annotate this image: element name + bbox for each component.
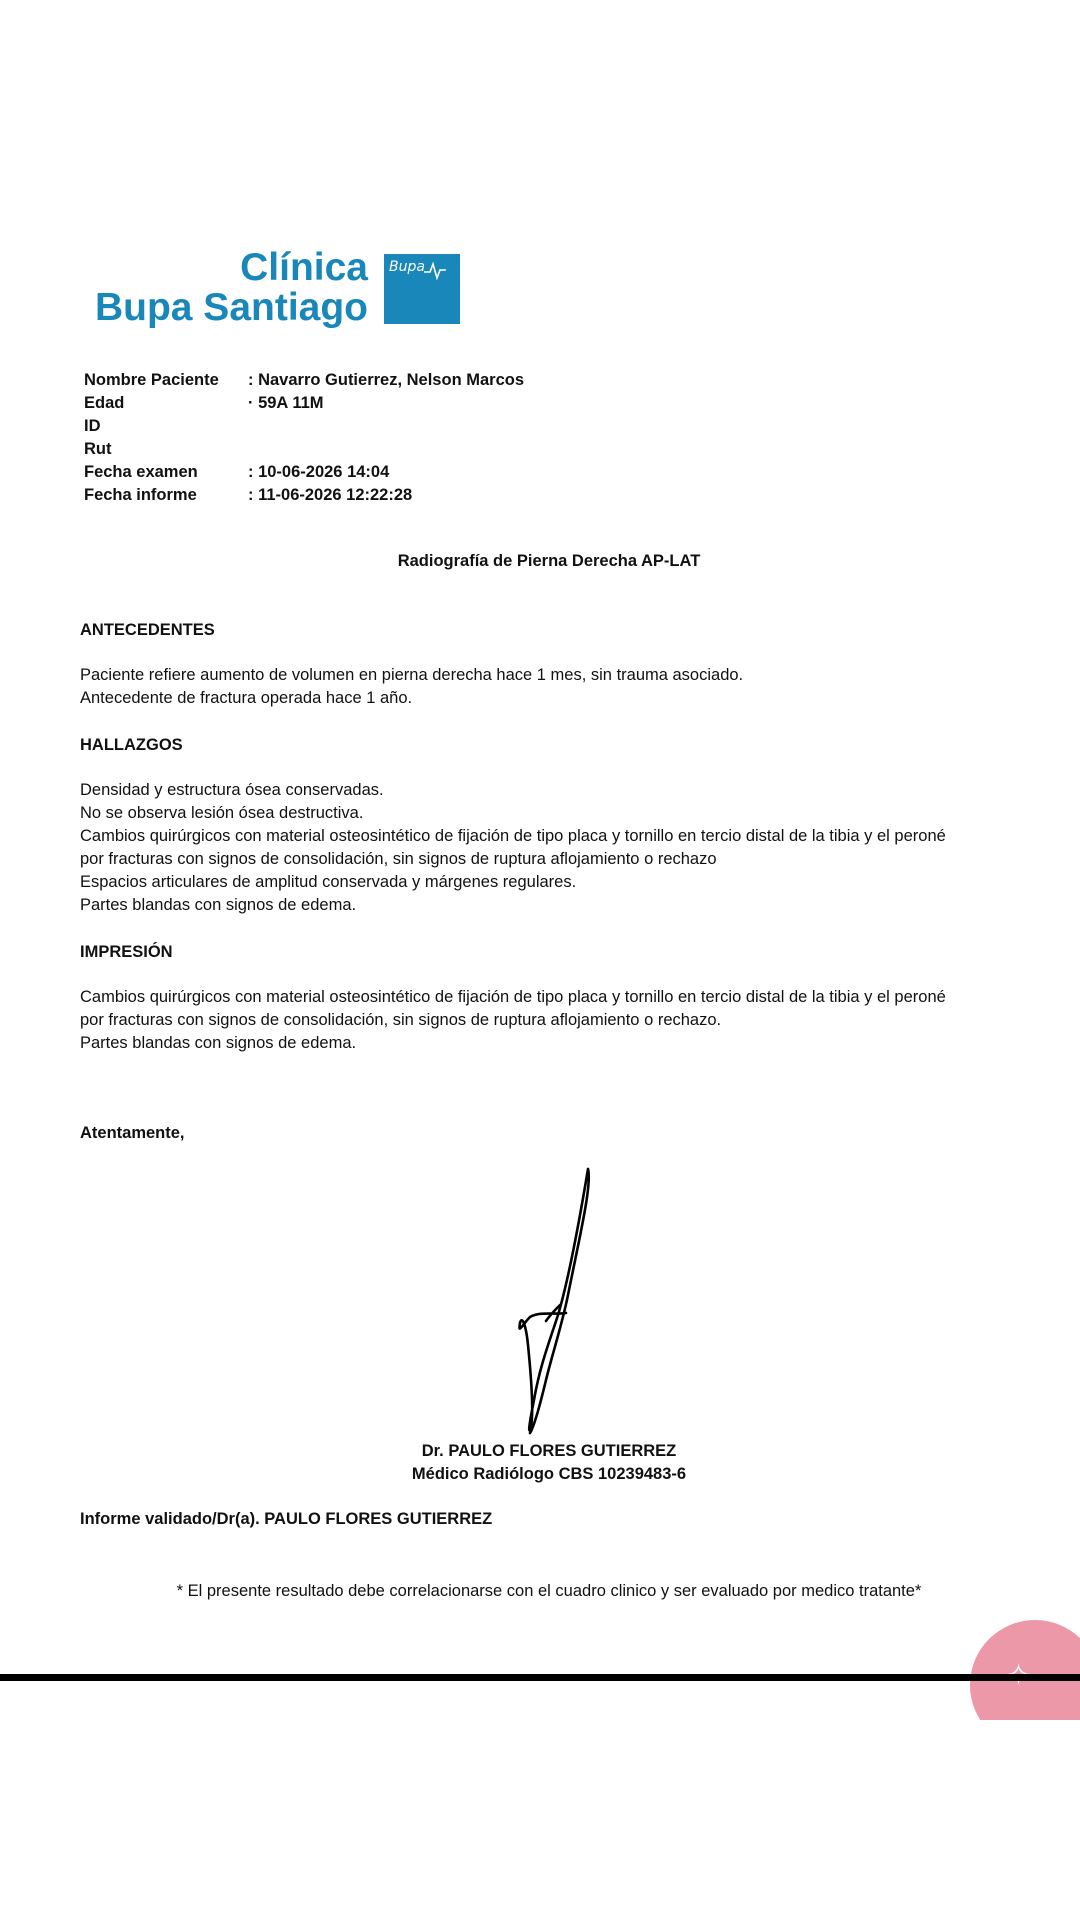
logo-line-2: Bupa Santiago <box>94 286 368 329</box>
info-label: Rut <box>84 440 112 458</box>
text-line: Espacios articulares de amplitud conservada y márgenes regulares. <box>80 873 577 891</box>
signature <box>500 1165 600 1435</box>
text-line: Cambios quirúrgicos con material osteosintético de fijación de tipo placa y tornillo en tercio distal de la tibia y el peroné <box>80 988 946 1006</box>
doctor-block <box>0 1440 1080 1486</box>
section-heading: HALLAZGOS <box>80 736 183 754</box>
footnote: * El presente resultado debe correlacionarse con el cuadro clinico y ser evaluado por medico tratante* <box>176 1582 922 1600</box>
section-heading: ANTECEDENTES <box>80 621 215 639</box>
logo-text <box>95 248 368 328</box>
info-label: ID <box>84 417 101 435</box>
text-line: Partes blandas con signos de edema. <box>80 1034 357 1052</box>
logo-badge-text: Bupa <box>389 259 425 275</box>
info-value: : 10-06-2026 14:04 <box>248 463 390 481</box>
text-line: por fracturas con signos de consolidación, sin signos de ruptura aflojamiento o rechazo <box>80 850 717 868</box>
section-body <box>80 986 1020 1055</box>
text-line: Cambios quirúrgicos con material osteosintético de fijación de tipo placa y tornillo en tercio distal de la tibia y el peroné <box>80 827 946 845</box>
section-body <box>80 779 1020 917</box>
info-label: Fecha informe <box>84 486 197 504</box>
closing-text: Atentamente, <box>80 1124 185 1142</box>
info-value: · 59A 11M <box>248 394 324 412</box>
section-heading: IMPRESIÓN <box>80 943 173 961</box>
bottom-divider <box>0 1674 1080 1681</box>
validated-by: Informe validado/Dr(a). PAULO FLORES GUTIERREZ <box>80 1510 493 1528</box>
info-label: Edad <box>84 394 125 412</box>
floating-action-button[interactable] <box>970 1620 1080 1720</box>
report-title: Radiografía de Pierna Derecha AP-LAT <box>397 552 701 570</box>
info-value: : 11-06-2026 12:22:28 <box>248 486 413 504</box>
antecedentes-section <box>80 619 1020 710</box>
info-label: Fecha examen <box>84 463 198 481</box>
section-body <box>80 664 1020 710</box>
text-line: Densidad y estructura ósea conservadas. <box>80 781 384 799</box>
doctor-title: Médico Radiólogo CBS 10239483-6 <box>411 1465 687 1483</box>
info-value: : Navarro Gutierrez, Nelson Marcos <box>248 371 525 389</box>
text-line: Partes blandas con signos de edema. <box>80 896 357 914</box>
logo-line-1: Clínica <box>240 246 368 289</box>
logo-badge <box>384 254 460 324</box>
text-line: Paciente refiere aumento de volumen en pierna derecha hace 1 mes, sin trauma asociado. <box>80 666 744 684</box>
info-label: Nombre Paciente <box>84 371 219 389</box>
text-line: No se observa lesión ósea destructiva. <box>80 804 364 822</box>
impresion-section <box>80 941 1020 1055</box>
text-line: por fracturas con signos de consolidación, sin signos de ruptura aflojamiento o rechazo. <box>80 1011 722 1029</box>
text-line: Antecedente de fractura operada hace 1 año. <box>80 689 413 707</box>
clinic-logo <box>80 248 460 328</box>
doctor-name: Dr. PAULO FLORES GUTIERREZ <box>421 1442 677 1460</box>
hallazgos-section <box>80 734 1020 917</box>
heartbeat-icon <box>424 260 456 280</box>
